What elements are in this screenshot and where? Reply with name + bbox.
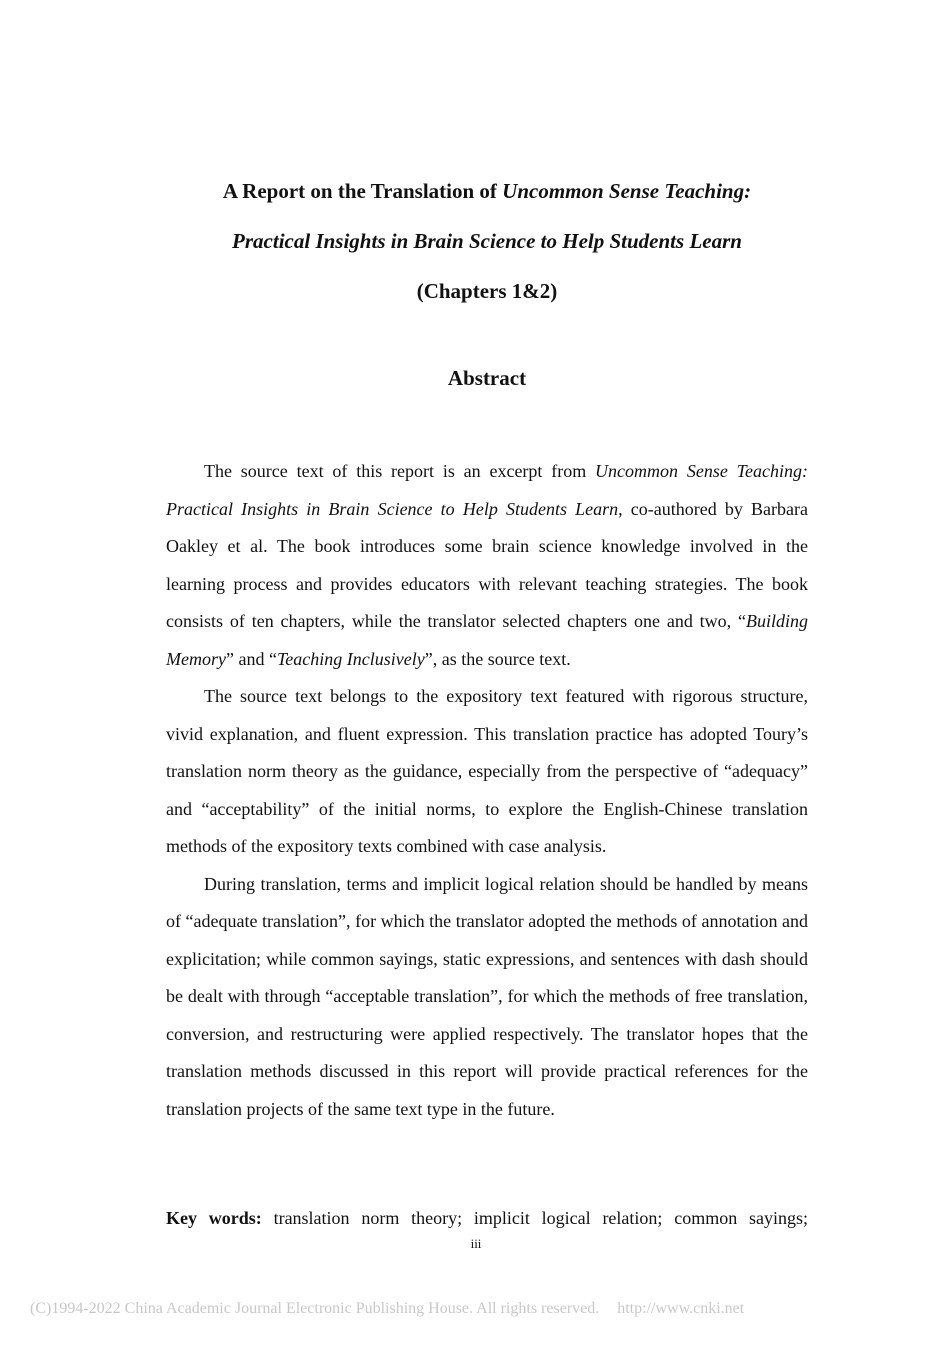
book-title-italic: Uncommon Sense Teaching: Practical Insights in Brain Science to Help Students Learn (166, 461, 808, 519)
title-prefix: A Report on the Translation of (222, 179, 503, 203)
footer-url: http://www.cnki.net (617, 1300, 745, 1317)
paragraph-text: ”, as the source text. (424, 648, 571, 669)
chapter-title-italic: Building Memory (166, 611, 808, 669)
abstract-paragraph-3: During translation, terms and implicit logical relation should be handled by means of “adequate translation”, for which the translator adopted the methods of annotation and explicitation; while common sayings, static expressions, and sentences with dash should be dealt with through “acceptable translation”, for which the methods of free translation, conversion, and restructuring were applied respectively. The translator hopes that the translation methods discussed in this report will provide practical references for the translation projects of the same text type in the future. (166, 873, 808, 1119)
abstract-paragraph-1 (166, 453, 808, 678)
report-title (166, 172, 808, 322)
copyright-notice: (C)1994-2022 China Academic Journal Electronic Publishing House. All rights reserved. (30, 1300, 600, 1317)
keywords-label: Key words: (166, 1208, 262, 1228)
title-line-2 (166, 222, 808, 272)
keywords-text: translation norm theory; implicit logical relation; common sayings; (261, 1208, 808, 1228)
title-book-name-part2: Practical Insights in Brain Science to Help Students Learn (232, 229, 742, 253)
keywords-line (166, 1200, 808, 1236)
abstract-body (166, 453, 808, 1128)
paragraph-text: The source text of this report is an excerpt from (204, 461, 596, 481)
paragraph-text: ” and “ (225, 648, 277, 669)
title-book-name-part1: Uncommon Sense Teaching: (502, 179, 752, 203)
watermark-footer (30, 1298, 744, 1320)
chapter-title-italic: Teaching Inclusively (276, 648, 425, 669)
page-number: iii (470, 1236, 482, 1251)
title-line-1 (166, 172, 808, 222)
paragraph-text: , co-authored by Barbara Oakley et al. The book introduces some brain science knowledge involved in the learning process and provides educators with relevant teaching strategies. The book consists of ten chapters, while the translator selected chapters one and two, “ (166, 498, 808, 631)
abstract-paragraph-2: The source text belongs to the expository text featured with rigorous structure, vivid explanation, and fluent expression. This translation practice has adopted Toury’s translation norm theory as the guidance, especially from the perspective of “adequacy” and “acceptability” of the initial norms, to explore the English-Chinese translation methods of the expository texts combined with case analysis. (166, 686, 808, 856)
title-line-3: (Chapters 1&2) (416, 279, 558, 303)
abstract-heading: Abstract (447, 366, 527, 390)
